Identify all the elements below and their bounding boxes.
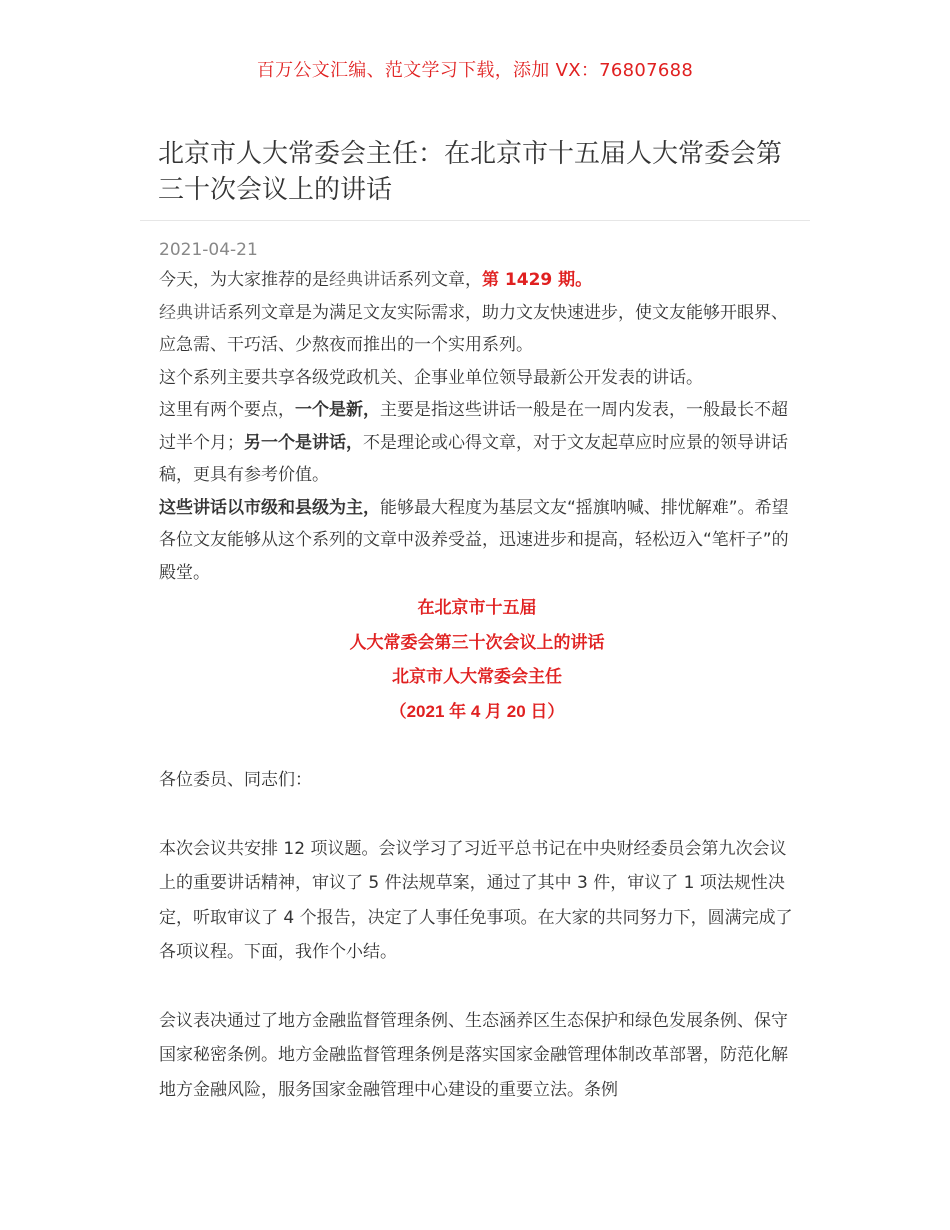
speech-header	[159, 591, 795, 729]
article-title: 北京市人大常委会主任：在北京市十五届人大常委会第三十次会议上的讲话	[158, 139, 783, 205]
speech-date: （2021 年 4 月 20 日）	[389, 701, 565, 721]
body-paragraph-2: 会议表决通过了地方金融监督管理条例、生态涵养区生态保护和绿色发展条例、保守国家秘密条例。地方金融监督管理条例是落实国家金融管理体制改革部署，防范化解地方金融风险，服务国家金融管理中心建设的重要立法。条例	[159, 1010, 788, 1100]
intro-text: 不是理论或心得文章，对于文友起草应时应景的领导讲话稿，更具有参考价值。	[159, 432, 788, 485]
publish-date: 2021-04-21	[159, 240, 258, 260]
body-paragraph-1: 本次会议共安排 12 项议题。会议学习了习近平总书记在中央财经委员会第九次会议上的重要讲话精神，审议了 5 件法规草案，通过了其中 3 件，审议了 1 项法规性决定，听取审议了 4 个报告，决定了人事任免事项。在大家的共同努力下，圆满完成了各项议程。下面，我作个小结。	[159, 838, 793, 962]
intro-paragraph-5	[159, 492, 795, 590]
speech-header-line-3: 北京市人大常委会主任	[392, 667, 562, 686]
intro-text: 系列文章，	[397, 270, 482, 290]
key-point-2: 另一个是讲话，	[244, 432, 363, 453]
intro-text: 今天，为大家推荐的是	[159, 270, 329, 290]
intro-text: 系列文章是为满足文友实际需求，助力文友快速进步，使文友能够开眼界、应急需、干巧活、少熬夜而推出的一个实用系列。	[159, 302, 788, 355]
intro-paragraph-3: 这个系列主要共享各级党政机关、企事业单位领导最新公开发表的讲话。	[159, 367, 703, 388]
intro-text: 能够最大程度为基层文友“摇旗呐喊、排忧解难”。希望各位文友能够从这个系列的文章中汲养受益，迅速进步和提高，轻松迈入“笔杆子”的殿堂。	[159, 497, 789, 583]
intro-text: 这里有两个要点，	[159, 400, 295, 420]
speech-header-line-1: 在北京市十五届	[417, 598, 537, 617]
title-divider	[140, 220, 810, 221]
article-content	[159, 264, 795, 1107]
key-point-1: 一个是新，	[295, 400, 380, 420]
intro-paragraph-1	[159, 264, 795, 297]
speech-header-line-2: 人大常委会第三十次会议上的讲话	[349, 632, 605, 652]
intro-paragraph-4	[159, 394, 795, 492]
intro-text: 主要是指这些讲话一般是在一周内发表，一般最长不超过半个月；	[159, 400, 788, 453]
key-point-3: 这些讲话以市级和县级为主，	[159, 497, 380, 518]
series-name: 经典讲话	[329, 270, 397, 290]
promo-banner: 百万公文汇编、范文学习下载，添加 VX：76807688	[256, 60, 694, 81]
issue-number: 第 1429 期。	[482, 270, 593, 290]
intro-paragraph-2	[159, 297, 795, 362]
salutation: 各位委员、同志们：	[159, 770, 312, 790]
series-name: 经典讲话	[159, 302, 227, 323]
